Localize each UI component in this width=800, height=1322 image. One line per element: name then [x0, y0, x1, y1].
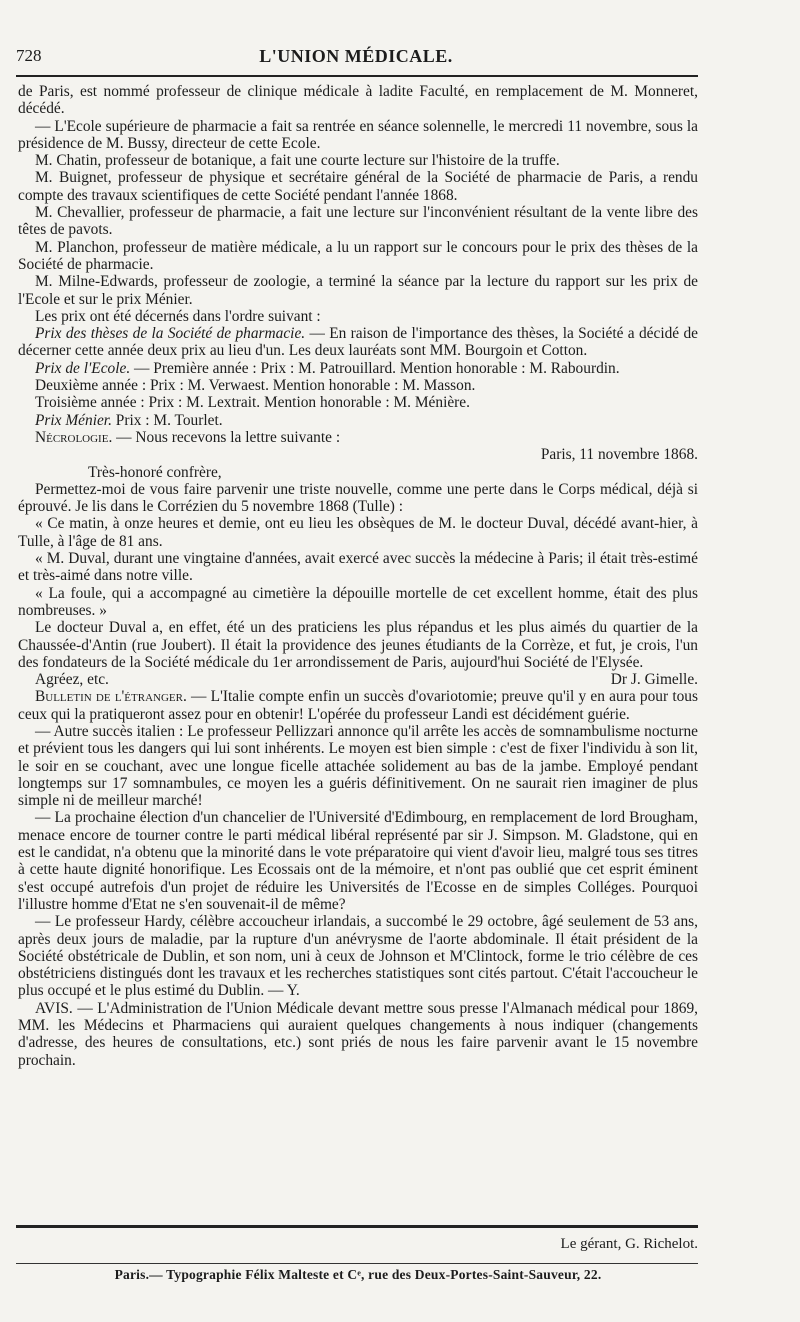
paragraph [18, 308, 698, 325]
paragraph [18, 429, 698, 446]
gerant-signature: Le gérant, G. Richelot. [560, 1236, 698, 1252]
paragraph-text: M. Milne-Edwards, professeur de zoologie, a terminé la séance par la lecture du rapport sur les prix de l'Ecole et sur le prix Ménier. [18, 273, 698, 308]
paragraph [18, 412, 698, 429]
paragraph [18, 481, 698, 516]
paragraph [18, 239, 698, 274]
paragraph [18, 360, 698, 377]
paragraph [18, 619, 698, 671]
paragraph-text: Très-honoré confrère, [88, 463, 222, 481]
paragraph-text: « M. Duval, durant une vingtaine d'années, avait exercé avec succès la médecine à Paris; il était très-estimé et très-aimé dans notre ville. [18, 550, 698, 585]
paragraph [18, 446, 698, 463]
paragraph-text: « La foule, qui a accompagné au cimetière la dépouille mortelle de cet excellent homme, était des plus nombreuses. » [18, 584, 698, 619]
article-body [18, 83, 698, 1069]
section-lead: Nécrologie. [35, 428, 113, 446]
paragraph-text: de Paris, est nommé professeur de clinique médicale à ladite Faculté, en remplacement de M. Monneret, décédé. [18, 83, 698, 118]
paragraph-text: — Première année : Prix : M. Patrouillard. Mention honorable : M. Rabourdin. [130, 359, 620, 377]
paragraph [18, 152, 698, 169]
paragraph [18, 515, 698, 550]
paragraph-text: Les prix ont été décernés dans l'ordre suivant : [35, 307, 321, 325]
paragraph [18, 204, 698, 239]
paragraph-text: M. Chatin, professeur de botanique, a fait une courte lecture sur l'histoire de la truffe. [35, 152, 560, 170]
paragraph [18, 325, 698, 360]
paragraph [18, 377, 698, 394]
section-lead: Bulletin de l'étranger. [35, 688, 187, 706]
paragraph-text: Prix : M. Tourlet. [111, 411, 223, 429]
paragraph-text: « Ce matin, à onze heures et demie, ont eu lieu les obsèques de M. le docteur Duval, décédé avant-hier, à Tulle, à l'âge de 81 ans. [18, 515, 698, 550]
letter-signature: Dr J. Gimelle. [610, 671, 698, 689]
paragraph-text: Paris, 11 novembre 1868. [540, 446, 698, 464]
paragraph-text: — En raison de l'importance des thèses, la Société a décidé de décerner cette année deux prix au lieu d'un. Les deux lauréats sont MM. Bourgoin et Cotton. [18, 325, 698, 360]
paragraph [18, 723, 698, 809]
paragraph [18, 394, 698, 411]
page-header [16, 46, 696, 72]
paragraph-text: Permettez-moi de vous faire parvenir une triste nouvelle, comme une perte dans le Corps médical, déjà si éprouvé. Je lis dans le Corrézien du 5 novembre 1868 (Tulle) : [18, 480, 698, 516]
paragraph [18, 913, 698, 999]
page-number: 728 [16, 46, 42, 65]
paragraph-text: — Nous recevons la lettre suivante : [112, 428, 341, 446]
paragraph [18, 83, 698, 118]
paragraph-text: — La prochaine élection d'un chancelier de l'Université d'Edimbourg, en remplacement de lord Brougham, menace encore de tourner contre le parti médical libéral représenté par sir J. Simpson. M. Gladstone, qui en est le candidat, n'a obtenu que la minorité dans le vote préparatoire qui vient d'avoir lieu, malgré tous ses titres à cette haute dignité honorifique. Les Ecossais ont de la mémoire, et n'ont pas oublié que cet esprit éminent s'est occupé autrefois d'un projet de réduire les Universités de l'Ecosse en de simples Colléges. Pourquoi l'illustre homme d'Etat ne s'en souvenait-il de même? [18, 809, 698, 913]
footer-rule-thick [16, 1225, 698, 1228]
paragraph-text: — L'Italie compte enfin un succès d'ovariotomie; preuve qu'il y en aura pour tous ceux qui la pratiqueront assez pour en obtenir! L'opérée du professeur Landi est décidément guérie. [18, 688, 698, 723]
paragraph-text: M. Buignet, professeur de physique et secrétaire général de la Société de pharmacie de Paris, a rendu compte des travaux scientifiques de cette Société pendant l'année 1868. [18, 169, 698, 204]
paragraph-text: — L'Ecole supérieure de pharmacie a fait sa rentrée en séance solennelle, le mercredi 11 novembre, sous la présidence de M. Bussy, directeur de cette Ecole. [18, 117, 698, 152]
paragraph [18, 671, 698, 688]
paragraph [18, 169, 698, 204]
paragraph [18, 118, 698, 153]
paragraph-text: Le docteur Duval a, en effet, été un des praticiens les plus répandus et les plus aimés du quartier de la Chaussée-d'Antin (rue Joubert). Il était la providence des jeunes étudiants de la Corrèze, et fut, je crois, l'un des fondateurs de la Société médicale du 1er arrondissement de Paris, aujourd'hui Société de l'Elysée. [18, 619, 698, 671]
journal-title: L'UNION MÉDICALE. [259, 46, 453, 66]
header-rule [16, 75, 698, 77]
printer-imprint: Paris.— Typographie Félix Malteste et Cᵉ, rue des Deux-Portes-Saint-Sauveur, 22. [114, 1267, 602, 1282]
paragraph [18, 688, 698, 723]
paragraph [18, 1000, 698, 1069]
paragraph-lead: Prix de l'Ecole. [35, 359, 131, 377]
paragraph [18, 273, 698, 308]
paragraph [18, 809, 698, 913]
paragraph-text: M. Chevallier, professeur de pharmacie, a fait une lecture sur l'inconvénient résultant de la vente libre des têtes de pavots. [18, 204, 698, 239]
paragraph-text: — Le professeur Hardy, célèbre accoucheur irlandais, a succombé le 29 octobre, âgé seulement de 53 ans, après deux jours de maladie, par la rupture d'un anévrysme de l'aorte abdominale. Il était président de la Société obstétricale de Dublin, et son nom, uni à ceux de Johnson et M'Clintock, forme le trio célèbre de ces obstétriciens distingués dont les travaux et les recherches statistiques sont cités partout. C'était l'accoucheur le plus occupé et le plus estimé du Dublin. — Y. [18, 913, 698, 1000]
paragraph-text: — Autre succès italien : Le professeur Pellizzari annonce qu'il arrête les accès de somnambulisme nocturne et prévient tous les dangers qui lui sont inhérents. Le moyen est bien simple : c'est de fixer l'individu à son lit, le soir en se couchant, avec une longue ficelle attachée solidement au bas de la jambe. Employé pendant longtemps sur 17 somnambules, ce moyen les a guéris définitivement. On ne saurait rien imaginer de plus simple ni de meilleur marché! [18, 722, 698, 810]
paragraph [18, 464, 698, 481]
paragraph-text: Troisième année : Prix : M. Lextrait. Mention honorable : M. Ménière. [35, 394, 470, 412]
paragraph-lead: Prix des thèses de la Société de pharmacie. [35, 325, 306, 343]
paragraph-text: M. Planchon, professeur de matière médicale, a lu un rapport sur le concours pour le prix des thèses de la Société de pharmacie. [18, 238, 698, 273]
paragraph [18, 550, 698, 585]
paragraph [18, 585, 698, 620]
paragraph-text: Deuxième année : Prix : M. Verwaest. Mention honorable : M. Masson. [35, 377, 476, 395]
paragraph-text: Agréez, etc. [35, 671, 109, 689]
footer-rule-thin [16, 1263, 698, 1264]
paragraph-text: AVIS. — L'Administration de l'Union Médicale devant mettre sous presse l'Almanach médical pour 1869, MM. les Médecins et Pharmaciens qui auraient quelques changements à nous indiquer (changements d'adresse, des heures de consultations, etc.) sont priés de nous les faire parvenir avant le 15 novembre prochain. [18, 999, 698, 1069]
paragraph-lead: Prix Ménier. [35, 411, 112, 429]
